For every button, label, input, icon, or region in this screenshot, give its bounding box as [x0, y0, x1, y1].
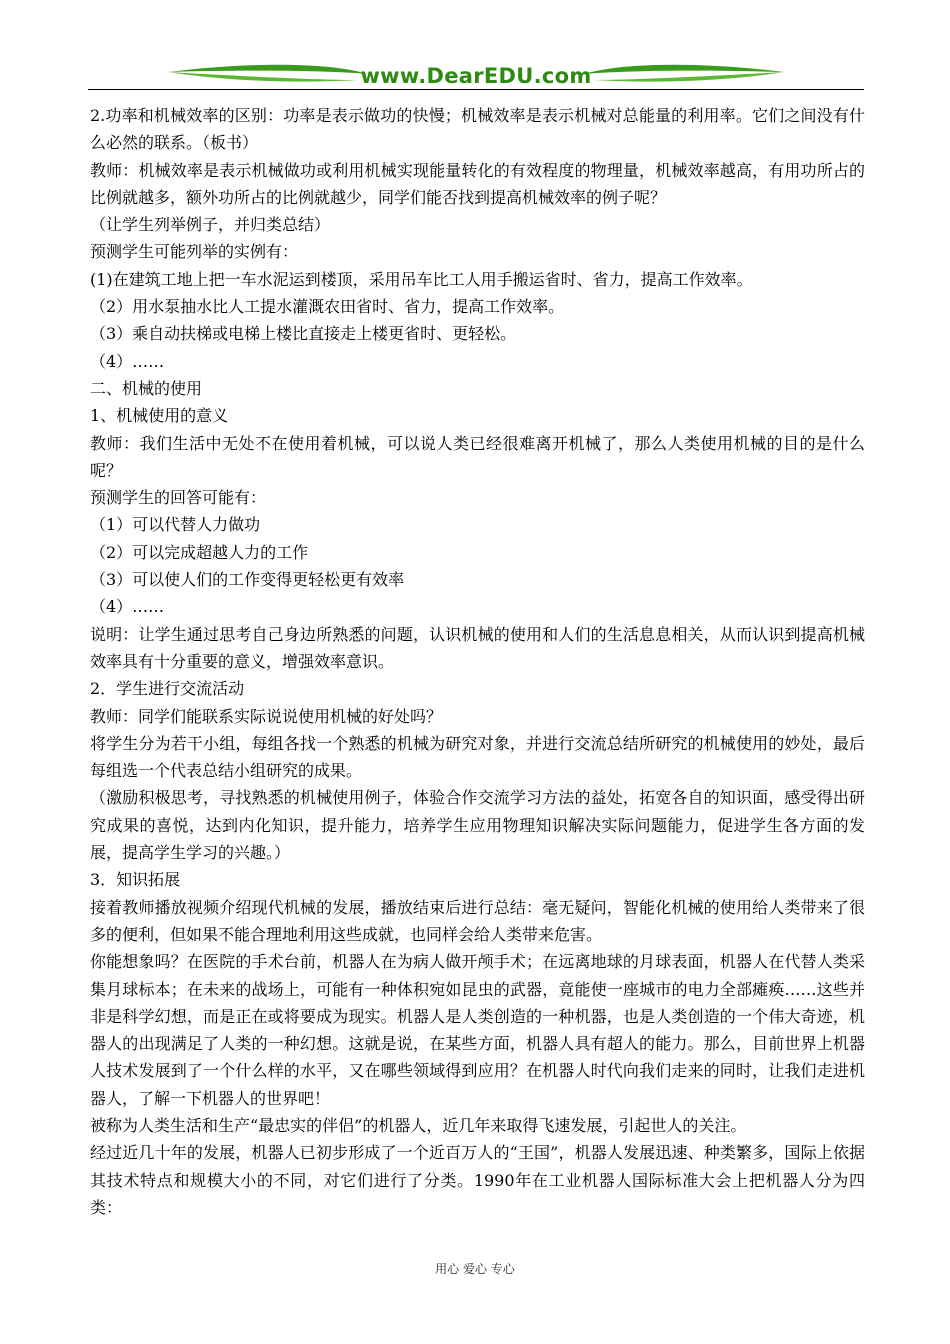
- paragraph: 你能想象吗？在医院的手术台前，机器人在为病人做开颅手术；在远离地球的月球表面，机器人在代替人类采集月球标本；在未来的战场上，可能有一种体积宛如昆虫的武器，竟能使一座城市的电力全部瘫痪……这些并非是科学幻想，而是正在或将要成为现实。机器人是人类创造的一种机器，也是人类创造的一个伟大奇迹，机器人的出现满足了人类的一种幻想。这就是说，在某些方面，机器人具有超人的能力。那么，目前世界上机器人技术发展到了一个什么样的水平，又在哪些领域得到应用？在机器人时代向我们走来的同时，让我们走进机器人，了解一下机器人的世界吧！: [90, 952, 865, 1108]
- subsection-heading: 3．知识拓展: [90, 870, 181, 890]
- paragraph: 预测学生可能列举的实例有：: [90, 242, 299, 262]
- paragraph: 教师：我们生活中无处不在使用着机械，可以说人类已经很难离开机械了，那么人类使用机械的目的是什么呢？: [90, 433, 865, 480]
- paragraph: （2）用水泵抽水比人工提水灌溉农田省时、省力，提高工作效率。: [90, 297, 565, 317]
- paragraph: 2.功率和机械效率的区别：功率是表示做功的快慢；机械效率是表示机械对总能量的利用率。它们之间没有什么必然的联系。（板书）: [90, 106, 865, 153]
- paragraph: 经过近几十年的发展，机器人已初步形成了一个近百万人的“王国”，机器人发展迅速、种类繁多，国际上依据其技术特点和规模大小的不同，对它们进行了分类。1990年在工业机器人国际标准大会上把机器人分为四类：: [90, 1143, 865, 1217]
- paragraph: 预测学生的回答可能有：: [90, 488, 267, 508]
- paragraph: （2）可以完成超越人力的工作: [90, 542, 309, 562]
- document-body: [90, 102, 865, 1221]
- site-logo: www.DearEDU.com: [360, 64, 592, 88]
- paragraph: 说明：让学生通过思考自己身边所熟悉的问题，认识机械的使用和人们的生活息息相关，从而认识到提高机械效率具有十分重要的意义，增强效率意识。: [90, 624, 865, 671]
- paragraph: （4）……: [90, 351, 165, 371]
- page-footer: 用心 爱心 专心: [435, 1262, 515, 1276]
- paragraph: （3）可以使人们的工作变得更轻松更有效率: [90, 570, 405, 590]
- paragraph: 教师：同学们能联系实际说说使用机械的好处吗？: [90, 706, 443, 726]
- subsection-heading: 1、机械使用的意义: [90, 406, 229, 426]
- paragraph: 接着教师播放视频介绍现代机械的发展，播放结束后进行总结：毫无疑问，智能化机械的使用给人类带来了很多的便利，但如果不能合理地利用这些成就，也同样会给人类带来危害。: [90, 897, 865, 944]
- page-header: [88, 60, 864, 94]
- paragraph: (1)在建筑工地上把一车水泥运到楼顶，采用吊车比工人用手搬运省时、省力，提高工作效率。: [90, 269, 753, 289]
- section-heading: 二、机械的使用: [90, 378, 203, 398]
- paragraph: 教师：机械效率是表示机械做功或利用机械实现能量转化的有效程度的物理量，机械效率越高，有用功所占的比例就越多，额外功所占的比例就越少，同学们能否找到提高机械效率的例子呢？: [90, 160, 865, 207]
- paragraph: 被称为人类生活和生产“最忠实的伴侣”的机器人，近几年来取得飞速发展，引起世人的关注。: [90, 1115, 747, 1135]
- paragraph: （激励积极思考，寻找熟悉的机械使用例子，体验合作交流学习方法的益处，拓宽各自的知识面，感受得出研究成果的喜悦，达到内化知识，提升能力，培养学生应用物理知识解决实际问题能力，促进学生各方面的发展，提高学生学习的兴趣。）: [90, 788, 865, 863]
- paragraph: （让学生列举例子，并归类总结）: [90, 215, 331, 235]
- paragraph: 将学生分为若干小组，每组各找一个熟悉的机械为研究对象，并进行交流总结所研究的机械使用的妙处，最后每组选一个代表总结小组研究的成果。: [90, 733, 865, 781]
- header-divider: [88, 89, 864, 90]
- subsection-heading: 2．学生进行交流活动: [90, 679, 245, 699]
- paragraph: （3）乘自动扶梯或电梯上楼比直接走上楼更省时、更轻松。: [90, 324, 517, 344]
- paragraph: （4）……: [90, 597, 165, 617]
- paragraph: （1）可以代替人力做功: [90, 515, 261, 535]
